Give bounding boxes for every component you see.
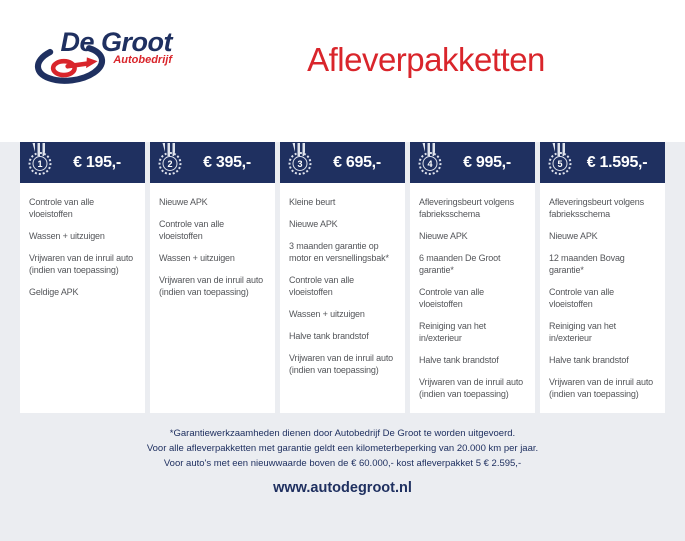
package-header [150, 142, 275, 183]
medal-icon [287, 143, 313, 183]
package-header [540, 142, 665, 183]
package-number: 3 [293, 156, 308, 171]
logo-subtitle: Autobedrijf [113, 53, 172, 66]
footnote-line: *Garantiewerkzaamheden dienen door Autobedrijf De Groot te worden uitgevoerd. [169, 428, 516, 439]
package-item: Reiniging van het in/exterieur [419, 321, 486, 343]
footnote-line: Voor alle afleverpakketten met garantie geldt een kilometerbeperking van 20.000 km per jaar. [146, 443, 539, 454]
package-item: Vrijwaren van de inruil auto (indien van toepassing) [289, 353, 394, 375]
package-items [150, 183, 275, 413]
package-item: Controle van alle vloeistoffen [29, 197, 94, 219]
page-title: Afleverpakketten [307, 40, 545, 78]
medal-icon [417, 143, 443, 183]
package-price: € 195,- [73, 153, 121, 171]
footnotes [0, 413, 685, 471]
package-header [280, 142, 405, 183]
medal-icon [157, 143, 183, 183]
package-number: 4 [423, 156, 438, 171]
package-item: Nieuwe APK [289, 219, 338, 229]
header [0, 0, 685, 93]
package-card [540, 142, 665, 413]
package-item: 6 maanden De Groot garantie* [419, 253, 501, 275]
package-item: Wassen + uitzuigen [289, 309, 365, 319]
package-item: Halve tank brandstof [549, 355, 629, 365]
logo-text [60, 27, 172, 66]
package-card [410, 142, 535, 413]
package-item: Afleveringsbeurt volgens fabrieksschema [549, 197, 644, 219]
de-groot-logo [27, 27, 177, 87]
package-header [20, 142, 145, 183]
package-items [20, 183, 145, 413]
medal-icon [547, 143, 573, 183]
medal-circle-icon [289, 152, 312, 175]
package-item: Controle van alle vloeistoffen [159, 219, 224, 241]
package-item: 3 maanden garantie op motor en versnellingsbak* [289, 241, 389, 263]
package-item: Vrijwaren van de inruil auto (indien van toepassing) [419, 377, 524, 399]
package-items [410, 183, 535, 413]
medal-icon [27, 143, 53, 183]
package-item: Nieuwe APK [159, 197, 208, 207]
package-price: € 1.595,- [586, 153, 648, 171]
medal-circle-icon [159, 152, 182, 175]
package-item: Reiniging van het in/exterieur [549, 321, 616, 343]
packages-row [0, 142, 685, 413]
medal-circle-icon [549, 152, 572, 175]
package-item: 12 maanden Bovag garantie* [549, 253, 625, 275]
package-item: Vrijwaren van de inruil auto (indien van toepassing) [549, 377, 654, 399]
package-card [150, 142, 275, 413]
package-item: Vrijwaren van de inruil auto (indien van toepassing) [159, 275, 264, 297]
package-item: Kleine beurt [289, 197, 336, 207]
package-price: € 395,- [203, 153, 251, 171]
package-price: € 695,- [333, 153, 381, 171]
package-item: Vrijwaren van de inruil auto (indien van toepassing) [29, 253, 134, 275]
medal-circle-icon [419, 152, 442, 175]
package-card [20, 142, 145, 413]
package-item: Controle van alle vloeistoffen [549, 287, 614, 309]
package-item: Afleveringsbeurt volgens fabrieksschema [419, 197, 514, 219]
content-area [0, 142, 685, 541]
package-item: Nieuwe APK [549, 231, 598, 241]
package-number: 1 [33, 156, 48, 171]
package-header [410, 142, 535, 183]
logo-company-name: De Groot [60, 26, 172, 57]
package-item: Geldige APK [29, 287, 79, 297]
package-item: Wassen + uitzuigen [29, 231, 105, 241]
footnote-line: Voor auto's met een nieuwwaarde boven de € 60.000,- kost afleverpakket 5 € 2.595,- [163, 458, 522, 469]
package-item: Controle van alle vloeistoffen [419, 287, 484, 309]
package-item: Halve tank brandstof [419, 355, 499, 365]
package-number: 2 [163, 156, 178, 171]
package-card [280, 142, 405, 413]
medal-circle-icon [29, 152, 52, 175]
package-item: Halve tank brandstof [289, 331, 369, 341]
package-item: Nieuwe APK [419, 231, 468, 241]
package-items [540, 183, 665, 413]
package-items [280, 183, 405, 413]
package-price: € 995,- [463, 153, 511, 171]
package-item: Controle van alle vloeistoffen [289, 275, 354, 297]
package-number: 5 [553, 156, 568, 171]
website-url: www.autodegroot.nl [273, 480, 412, 496]
package-item: Wassen + uitzuigen [159, 253, 235, 263]
